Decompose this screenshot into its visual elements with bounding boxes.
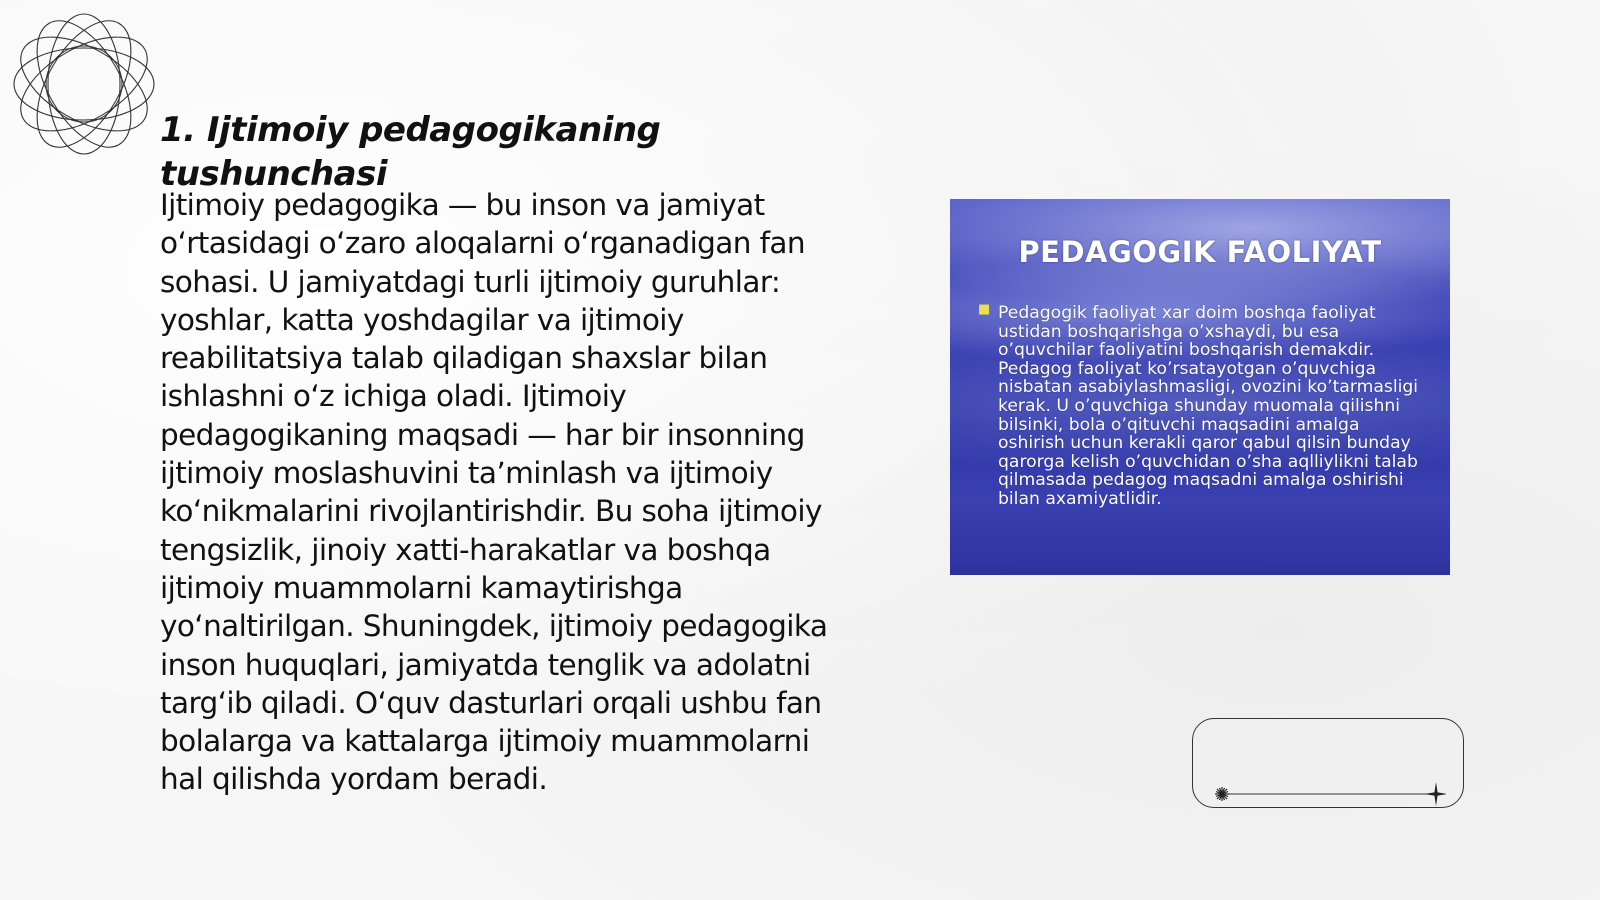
image-card-text: Pedagogik faoliyat xar doim boshqa faoliyat ustidan boshqarishga o’xshaydi, bu esa o’quvchilar faoliyatini boshqarish demakdir. Pedagog faoliyat ko’rsatayotgan o’quvchiga nisbatan asabiylashmasligi, ovozini ko’tarmasligi kerak. U o’quvchiga shunday muomala qilishni bilsinki, bola o’qituvchi maqsadini amalga oshirish uchun kerakli qaror qabul qilsin bunday qarorga kelish o’quvchidan o’sha aqlliylikni talab qilmasada pedagog maqsadni amalga oshirishi bilan axamiyatlidir. (998, 303, 1419, 509)
sparkle-icon (1215, 787, 1229, 801)
slide-body-text: Ijtimoiy pedagogika — bu inson va jamiyat o‘rtasidagi o‘zaro aloqalarni o‘rganadigan fan sohasi. U jamiyatdagi turli ijtimoiy guruhlar: yoshlar, katta yoshdagilar va ijtimoiy reabilitatsiya talab qiladigan shaxslar bilan ishlashni o‘z ichiga oladi. Ijtimoiy pedagogikaning maqsadi — har bir insonning ijtimoiy moslashuvini ta’minlash va ijtimoiy ko‘nikmalarini rivojlantirishdir. Bu soha ijtimoiy tengsizlik, jinoiy xatti-harakatlar va boshqa ijtimoiy muammolarni kamaytirishga yo‘naltirilgan. Shuningdek, ijtimoiy pedagogika inson huquqlari, jamiyatda tenglik va adolatni targ‘ib qiladi. O‘quv dasturlari orqali ushbu fan bolalarga va kattalarga ijtimoiy muammolarni hal qilishda yordam beradi. (160, 188, 828, 797)
image-card-title: PEDAGOGIK FAOLIYAT (1018, 235, 1382, 269)
circular-ornament-icon (10, 10, 158, 158)
decorative-line (1214, 780, 1446, 808)
slide-title: 1. Ijtimoiy pedagogikaning tushunchasi (160, 110, 661, 194)
pedagogik-faoliyat-image (950, 199, 1450, 575)
square-bullet-icon: ■ (978, 302, 991, 317)
star-icon (1424, 782, 1446, 806)
